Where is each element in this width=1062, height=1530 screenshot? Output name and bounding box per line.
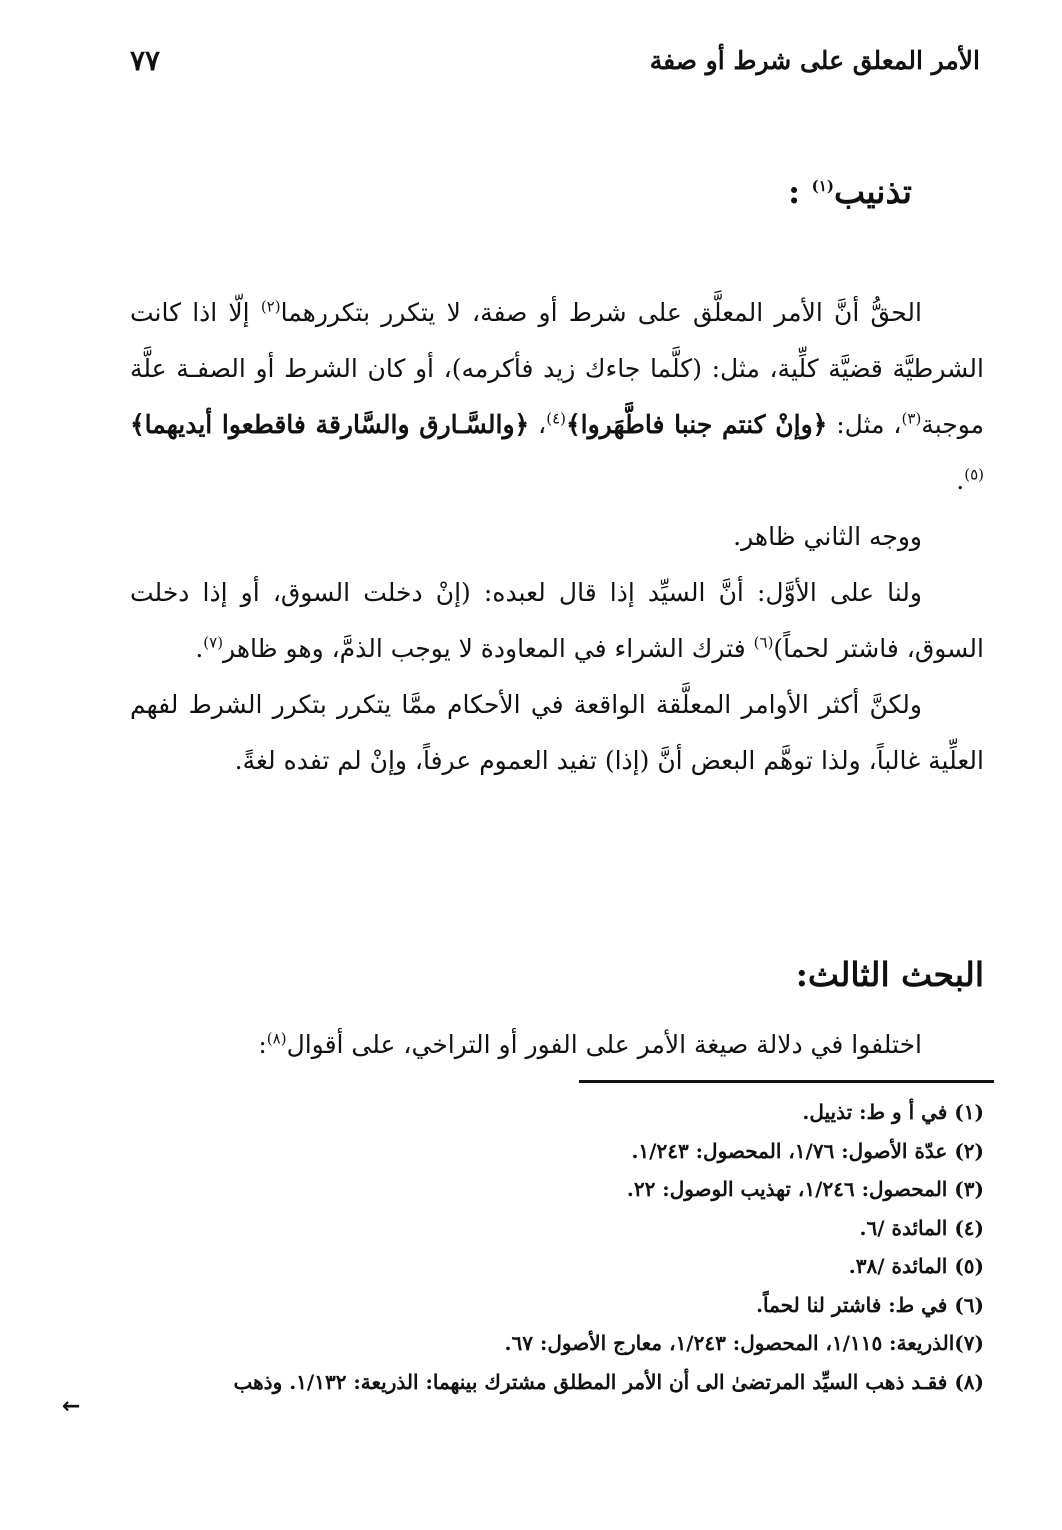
continuation-arrow-icon: ←	[62, 1394, 81, 1419]
paragraph: ووجه الثاني ظاهر.	[733, 522, 922, 551]
footnote-divider	[579, 1080, 994, 1083]
text-run: .	[195, 634, 204, 663]
footnote: (٦) في ط: فاشتر لنا لحماً.	[756, 1292, 984, 1317]
footnote: (٨) فقـد ذهب السيِّد المرتضىٰ الى أن الأمر المطلق مشترك بينهما: الذريعة: ١/١٣٢. وذهب	[233, 1369, 984, 1394]
footnote-ref: (١)	[811, 177, 834, 195]
footnote: (١) في أ و ط: تذييل.	[802, 1100, 984, 1124]
footnote-ref: (٢)	[260, 297, 281, 316]
paragraph	[130, 565, 984, 677]
text-run: اختلفوا في دلالة صيغة الأمر على الفور أو التراخي، على أقوال	[286, 1030, 922, 1059]
section-heading-tadhnib	[788, 172, 912, 211]
text-run: :	[258, 1030, 267, 1059]
text-run: ،	[529, 410, 547, 439]
section-heading-third-discussion: البحث الثالث:	[795, 955, 984, 994]
paragraph	[130, 1017, 984, 1073]
page-number: ٧٧	[130, 44, 161, 77]
quran-quote: ﴿والسَّـارق والسَّارقة فاقطعوا أيديهما﴾	[130, 410, 530, 439]
heading-colon: :	[787, 172, 812, 211]
footnote-ref: (٣)	[901, 409, 922, 428]
text-run: إلّا اذا كانت الشرطيَّة قضيَّة كلِّية، مثل: (كلَّما جاءك زيد فأكرمه)، أو كان الشرط أو الصفـة علَّة موجبة	[130, 298, 985, 439]
paragraph	[130, 285, 984, 509]
body-text-block	[130, 1017, 984, 1073]
footnote-ref: (٥)	[964, 465, 984, 484]
footnote-ref: (٤)	[546, 409, 566, 428]
body-text-block	[130, 285, 984, 789]
footnote: (٥) المائدة /٣٨.	[848, 1254, 984, 1278]
text-run: الحقُّ أنَّ الأمر المعلَّق على شرط أو صفة، لا يتكرر بتكررهما	[280, 298, 922, 327]
running-header	[130, 40, 980, 90]
quran-quote: ﴿وإنْ كنتم جنبا فاطَّهَروا﴾	[565, 410, 828, 439]
footnote: (٤) المائدة /٦.	[859, 1215, 984, 1240]
text-run: ، مثل:	[827, 410, 902, 439]
footnote-ref: (٨)	[266, 1029, 287, 1048]
footnote: (٢) عدّة الأصول: ١/٧٦، المحصول: ١/٢٤٣.	[631, 1138, 984, 1163]
footnote: (٧)الذريعة: ١/١١٥، المحصول: ١/٢٤٣، معارج الأصول: ٦٧.	[504, 1331, 984, 1355]
running-title: الأمر المعلق على شرط أو صفة	[649, 46, 980, 75]
footnote-ref: (٧)	[203, 633, 224, 652]
text-run: .	[956, 466, 965, 495]
footnote-ref: (٦)	[753, 633, 774, 652]
footnotes	[70, 1093, 984, 1401]
footnote: (٣) المحصول: ١/٢٤٦، تهذيب الوصول: ٢٢.	[626, 1177, 984, 1201]
paragraph: ولكنَّ أكثر الأوامر المعلَّقة الواقعة في الأحكام ممَّا يتكرر بتكرر الشرط لفهم العلِّية غالباً، ولذا توهَّم البعض أنَّ (إذا) تفيد العموم عرفاً، وإنْ لم تفده لغةً.	[130, 690, 984, 775]
text-run: ولنا على الأوَّل: أنَّ السيِّد إذا قال لعبده: (إنْ دخلت السوق، أو إذا دخلت السوق، فاشتر لحماً)	[130, 578, 984, 663]
text-run: فترك الشراء في المعاودة لا يوجب الذمَّ، وهو ظاهر	[223, 634, 754, 663]
heading-text: تذنيب	[833, 172, 912, 211]
